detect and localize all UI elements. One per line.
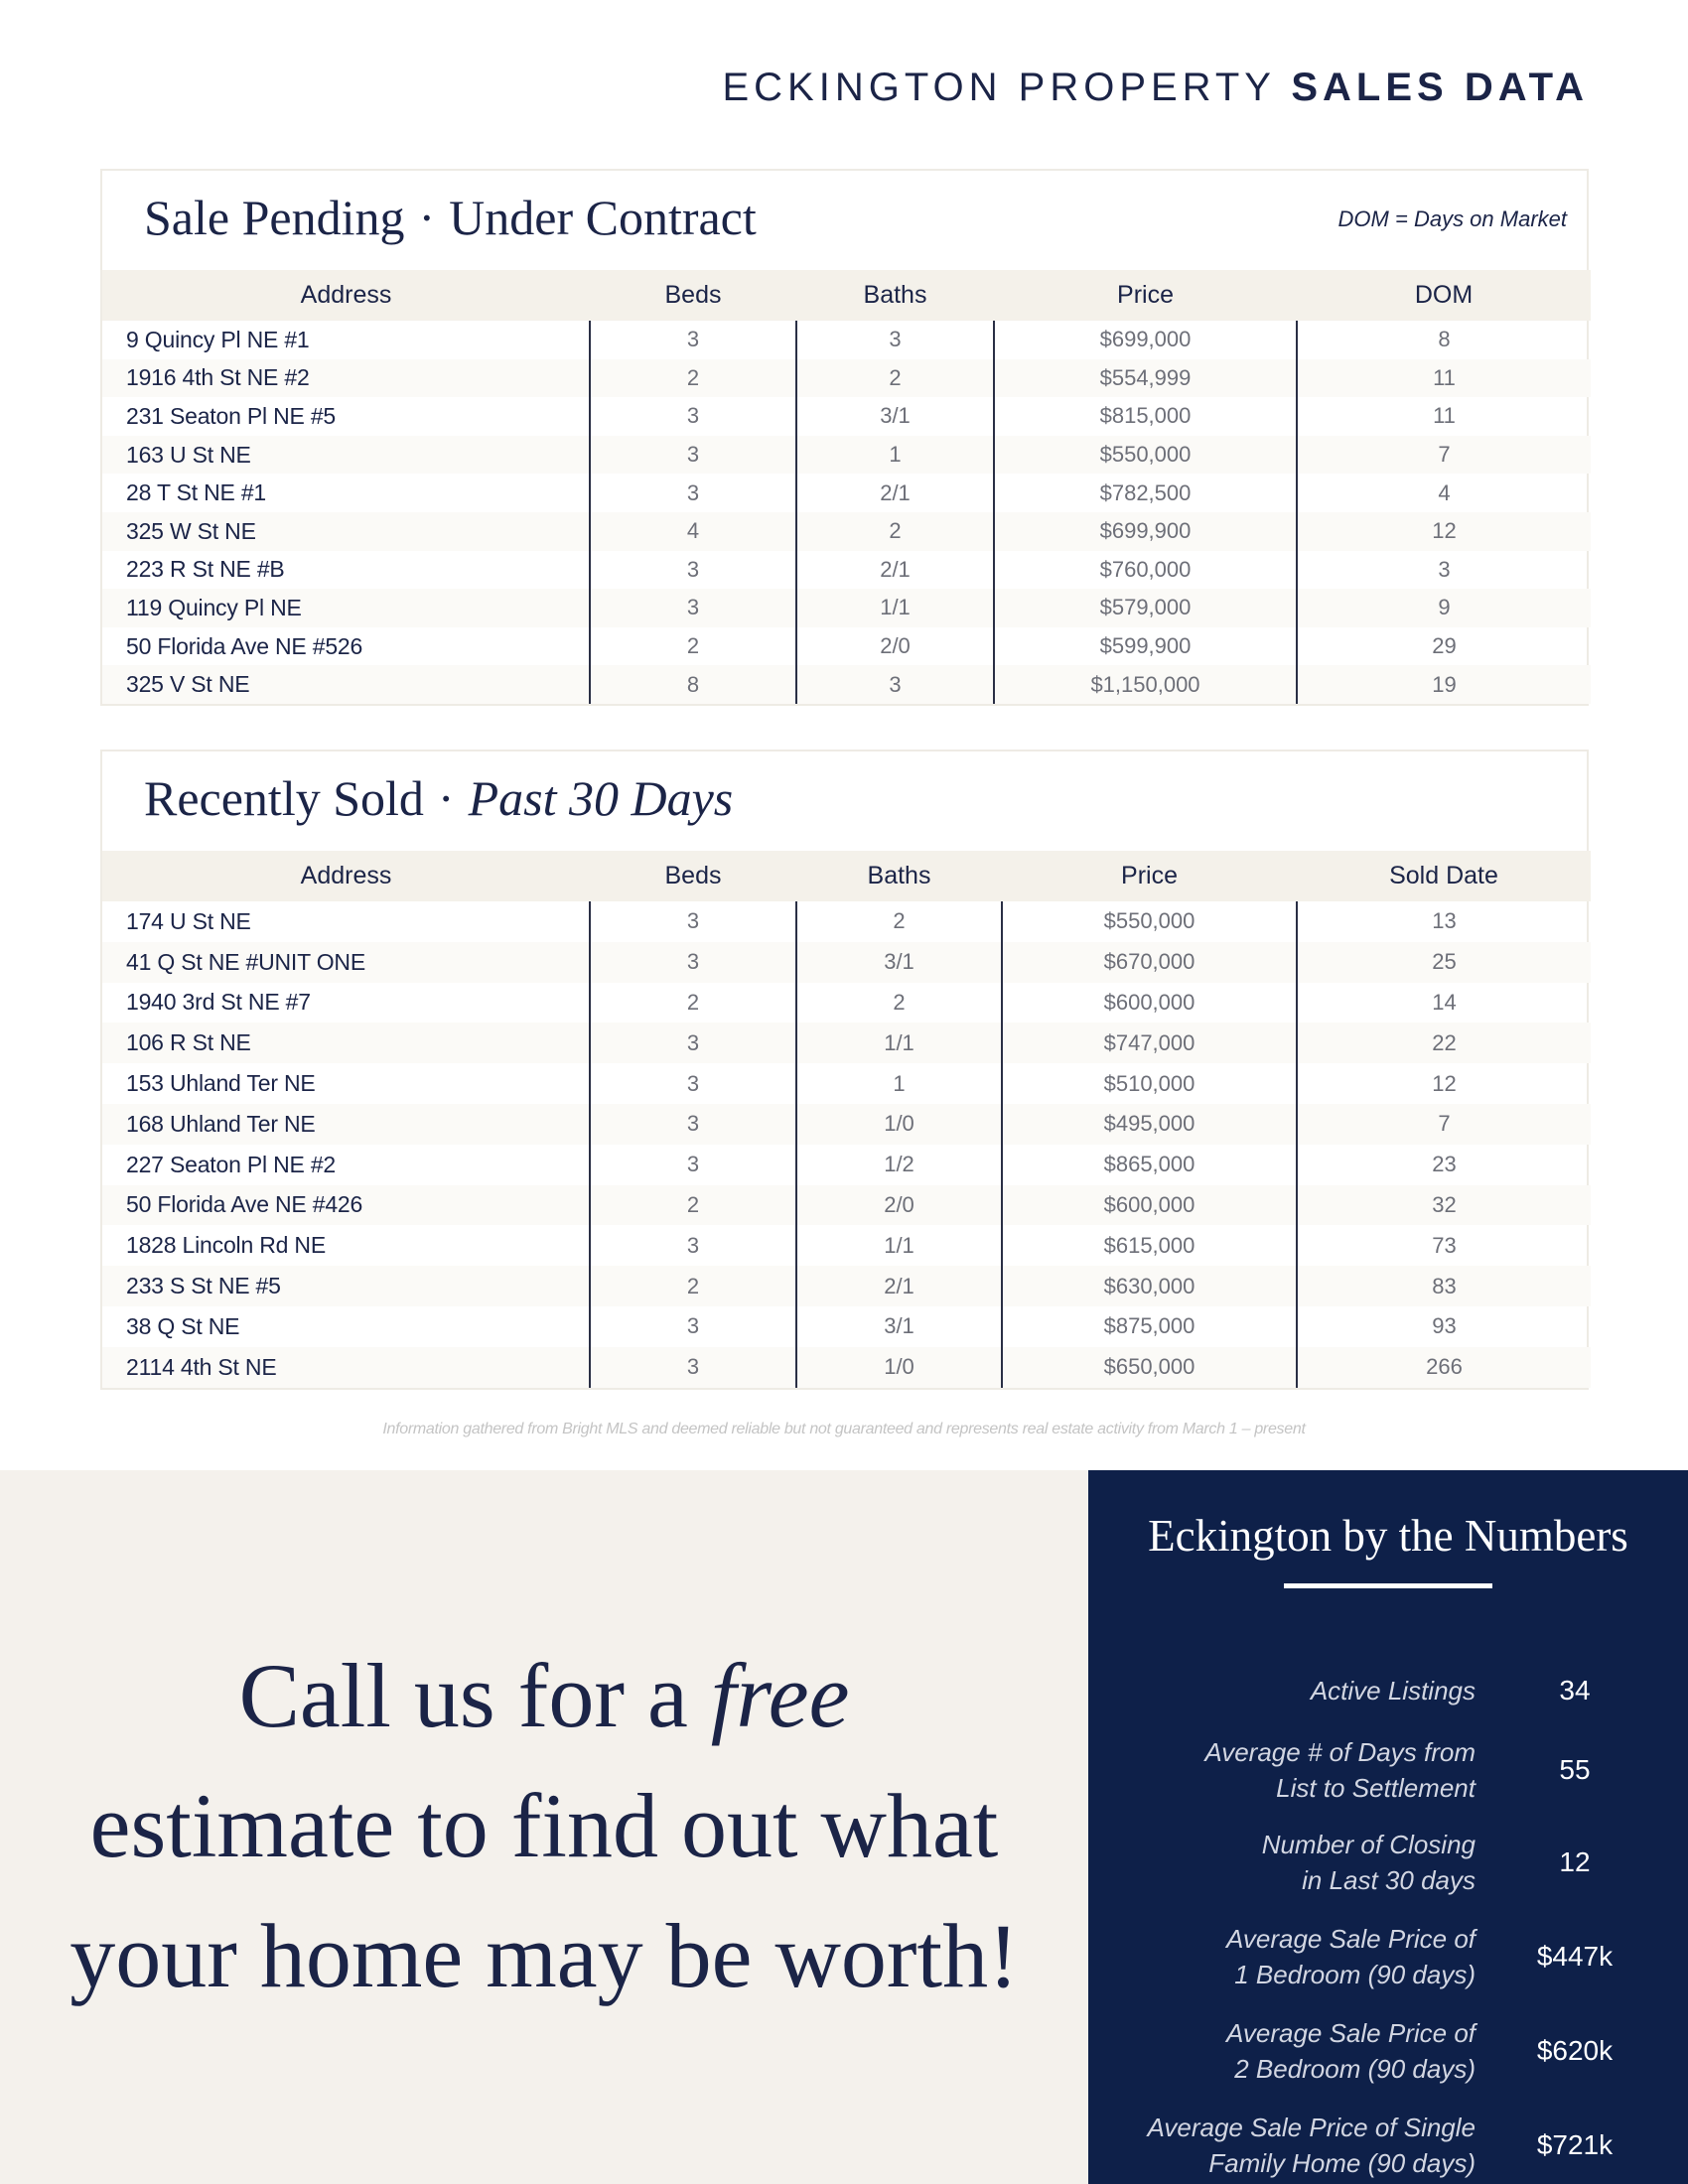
stat-row (1088, 2106, 1688, 2184)
stat-label: Number of Closing in Last 30 days (1261, 1830, 1476, 1895)
cell-address: 163 U St NE (102, 436, 590, 475)
cell-last: 23 (1297, 1145, 1591, 1185)
cta-line-1 (0, 1631, 1088, 1761)
cta-line-1-a: Call us for a (238, 1645, 711, 1746)
dom-note: DOM = Days on Market (1337, 206, 1567, 231)
cell-baths: 2/0 (796, 627, 994, 666)
column-header-last: Sold Date (1389, 862, 1498, 889)
table-row (102, 551, 1591, 590)
table-row (102, 359, 1591, 398)
cell-price: $550,000 (1002, 901, 1297, 942)
cell-last: 3 (1297, 551, 1591, 590)
cell-price: $600,000 (1002, 1185, 1297, 1226)
cell-baths: 2 (796, 983, 1002, 1024)
cell-address: 325 W St NE (102, 512, 590, 551)
cell-price: $815,000 (994, 397, 1297, 436)
cell-price: $875,000 (1002, 1306, 1297, 1347)
cell-address: 119 Quincy Pl NE (102, 589, 590, 627)
cell-beds: 3 (590, 474, 796, 512)
cell-address: 168 Uhland Ter NE (102, 1104, 590, 1145)
cell-beds: 3 (590, 1063, 796, 1104)
cell-price: $495,000 (1002, 1104, 1297, 1145)
table-row (102, 589, 1591, 627)
table-row (102, 1023, 1591, 1063)
sold-title (144, 769, 733, 827)
pending-title-row (102, 171, 1587, 270)
cell-address: 233 S St NE #5 (102, 1266, 590, 1306)
cell-address: 50 Florida Ave NE #426 (102, 1185, 590, 1226)
stat-row (1088, 1651, 1688, 1730)
cell-last: 7 (1297, 1104, 1591, 1145)
table-row (102, 1185, 1591, 1226)
cell-beds: 3 (590, 589, 796, 627)
pending-card (100, 169, 1589, 706)
cell-last: 11 (1297, 397, 1591, 436)
pending-table (102, 270, 1591, 704)
cell-beds: 3 (590, 1104, 796, 1145)
cell-beds: 2 (590, 1185, 796, 1226)
pending-title (144, 189, 757, 246)
table-row (102, 474, 1591, 512)
table-row (102, 436, 1591, 475)
column-header-address: Address (300, 281, 392, 309)
cell-price: $747,000 (1002, 1023, 1297, 1063)
cell-baths: 1 (796, 1063, 1002, 1104)
cell-price: $550,000 (994, 436, 1297, 475)
stat-label: Average Sale Price of 2 Bedroom (90 days) (1226, 2018, 1476, 2084)
cell-last: 25 (1297, 942, 1591, 983)
cell-beds: 2 (590, 359, 796, 398)
cell-baths: 3 (796, 321, 994, 359)
pending-title-separator: · (418, 190, 436, 245)
stat-row (1088, 1917, 1688, 1996)
sold-title-main: Recently Sold (144, 770, 424, 826)
cell-address: 223 R St NE #B (126, 556, 285, 583)
table-row (102, 983, 1591, 1024)
table-row (102, 1225, 1591, 1266)
column-header-address: Address (300, 862, 392, 889)
cell-last: 4 (1297, 474, 1591, 512)
cell-baths: 1/0 (796, 1347, 1002, 1388)
table-row (102, 1347, 1591, 1388)
column-header-price: Price (1117, 281, 1174, 309)
cell-baths: 1/1 (796, 1023, 1002, 1063)
cell-price: $760,000 (994, 551, 1297, 590)
cell-last: 12 (1297, 1063, 1591, 1104)
cell-beds: 3 (590, 436, 796, 475)
cell-price: $615,000 (1002, 1225, 1297, 1266)
cell-address: 153 Uhland Ter NE (126, 1070, 316, 1097)
page-header-light: ECKINGTON PROPERTY (722, 66, 1276, 109)
table-row (102, 1266, 1591, 1306)
cell-baths: 2/1 (796, 474, 994, 512)
stat-label: Average Sale Price of Single Family Home (90 days) (1147, 2113, 1476, 2178)
cell-last: 13 (1297, 901, 1591, 942)
table-row (102, 1104, 1591, 1145)
table-row (102, 1063, 1591, 1104)
cell-last: 12 (1297, 512, 1591, 551)
cell-price: $630,000 (1002, 1266, 1297, 1306)
cell-address: 1828 Lincoln Rd NE (126, 1232, 326, 1259)
cell-price: $782,500 (994, 474, 1297, 512)
cell-address: 2114 4th St NE (102, 1347, 590, 1388)
cell-address: 9 Quincy Pl NE #1 (126, 326, 310, 352)
stat-value: 12 (1559, 1846, 1591, 1877)
cell-address: 174 U St NE (126, 907, 251, 934)
cell-last: 19 (1297, 665, 1591, 704)
pending-title-sub: Under Contract (449, 190, 757, 245)
cell-price: $650,000 (1002, 1347, 1297, 1388)
cell-baths: 1/0 (796, 1104, 1002, 1145)
cell-baths: 2/0 (796, 1185, 1002, 1226)
cell-address: 41 Q St NE #UNIT ONE (102, 942, 590, 983)
sold-card (100, 750, 1589, 1390)
cell-last: 22 (1297, 1023, 1591, 1063)
cell-beds: 4 (590, 512, 796, 551)
cell-last: 9 (1297, 589, 1591, 627)
cell-baths: 2/1 (796, 551, 994, 590)
pending-title-main: Sale Pending (144, 190, 405, 245)
cell-address: 38 Q St NE (126, 1312, 240, 1339)
cell-baths: 1/2 (796, 1145, 1002, 1185)
cell-baths: 2/1 (796, 1266, 1002, 1306)
cell-baths: 2 (796, 901, 1002, 942)
stat-value: 55 (1559, 1754, 1591, 1785)
cell-beds: 3 (590, 397, 796, 436)
stats-divider (1284, 1583, 1492, 1588)
cell-price: $670,000 (1002, 942, 1297, 983)
cell-price: $1,150,000 (994, 665, 1297, 704)
cell-price: $510,000 (1002, 1063, 1297, 1104)
sold-title-sub: Past 30 Days (468, 770, 734, 826)
cta-panel (0, 1470, 1088, 2184)
table-row (102, 397, 1591, 436)
column-header-baths: Baths (867, 862, 931, 889)
stat-row (1088, 2011, 1688, 2091)
cell-baths: 1/1 (796, 589, 994, 627)
table-row (102, 512, 1591, 551)
column-header-beds: Beds (664, 862, 722, 889)
cell-beds: 3 (590, 1347, 796, 1388)
cell-price: $554,999 (994, 359, 1297, 398)
cell-last: 73 (1297, 1225, 1591, 1266)
table-row (102, 901, 1591, 942)
stat-row (1088, 1823, 1688, 1902)
cell-last: 93 (1297, 1306, 1591, 1347)
cell-price: $579,000 (994, 589, 1297, 627)
stat-value: $447k (1536, 1941, 1614, 1972)
cell-address: 1940 3rd St NE #7 (126, 989, 311, 1016)
cta-line-2: estimate to find out what (89, 1775, 999, 1876)
cell-baths: 3/1 (796, 942, 1002, 983)
cta-line-3: your home may be worth! (70, 1905, 1019, 2006)
cell-beds: 3 (590, 1225, 796, 1266)
cell-beds: 3 (590, 1306, 796, 1347)
stat-label: Average Sale Price of 1 Bedroom (90 days) (1226, 1924, 1476, 1989)
cell-baths: 2 (796, 512, 994, 551)
table-row (102, 665, 1591, 704)
page-header-bold: SALES DATA (1291, 66, 1589, 109)
cell-price: $699,900 (994, 512, 1297, 551)
table-row (102, 1145, 1591, 1185)
cell-address: 1916 4th St NE #2 (102, 359, 590, 398)
cell-last: 14 (1297, 983, 1591, 1024)
cell-beds: 3 (590, 942, 796, 983)
cell-beds: 2 (590, 627, 796, 666)
stats-panel (1088, 1470, 1688, 2184)
cell-address: 50 Florida Ave NE #526 (126, 632, 363, 659)
cell-beds: 3 (590, 901, 796, 942)
cell-beds: 2 (590, 983, 796, 1024)
pending-header-row (102, 270, 1591, 321)
cell-baths: 2 (796, 359, 994, 398)
sold-title-row (102, 751, 1587, 851)
stat-label: Average # of Days from List to Settlement (1204, 1737, 1476, 1803)
cell-beds: 2 (590, 1266, 796, 1306)
stat-label: Active Listings (1310, 1676, 1476, 1706)
cell-baths: 3/1 (796, 1306, 1002, 1347)
cell-last: 29 (1297, 627, 1591, 666)
cta-free: free (710, 1645, 850, 1746)
disclaimer: Information gathered from Bright MLS and deemed reliable but not guaranteed and represents real estate activity from March 1 – present (382, 1421, 1306, 1437)
table-row (102, 1306, 1591, 1347)
sold-header-row (102, 851, 1591, 901)
cell-last: 32 (1297, 1185, 1591, 1226)
stat-row (1088, 1730, 1688, 1810)
cell-address: 325 V St NE (102, 665, 590, 704)
cell-price: $599,900 (994, 627, 1297, 666)
table-row (102, 627, 1591, 666)
column-header-baths: Baths (863, 281, 927, 309)
cell-baths: 1 (796, 436, 994, 475)
stat-value: $721k (1536, 2129, 1614, 2160)
cell-last: 7 (1297, 436, 1591, 475)
cell-beds: 3 (590, 1023, 796, 1063)
cell-address: 231 Seaton Pl NE #5 (126, 402, 337, 429)
sold-title-separator: · (437, 770, 455, 826)
cell-baths: 3/1 (796, 397, 994, 436)
cell-address: 227 Seaton Pl NE #2 (126, 1151, 337, 1177)
cell-beds: 3 (590, 321, 796, 359)
stats-title: Eckington by the Numbers (1148, 1511, 1628, 1561)
cell-baths: 1/1 (796, 1225, 1002, 1266)
stat-value: $620k (1536, 2035, 1614, 2066)
column-header-last: DOM (1414, 281, 1474, 309)
cell-beds: 3 (590, 551, 796, 590)
cell-last: 266 (1297, 1347, 1591, 1388)
cell-price: $865,000 (1002, 1145, 1297, 1185)
cell-price: $600,000 (1002, 983, 1297, 1024)
cell-baths: 3 (796, 665, 994, 704)
cell-address: 28 T St NE #1 (126, 479, 267, 506)
column-header-price: Price (1121, 862, 1178, 889)
cell-last: 8 (1297, 321, 1591, 359)
stat-value: 34 (1559, 1675, 1591, 1706)
cell-last: 83 (1297, 1266, 1591, 1306)
cta-text (0, 1631, 1088, 2021)
page-header (722, 66, 1589, 110)
cell-price: $699,000 (994, 321, 1297, 359)
table-row (102, 942, 1591, 983)
cell-last: 11 (1297, 359, 1591, 398)
cell-beds: 3 (590, 1145, 796, 1185)
cell-address: 106 R St NE (102, 1023, 590, 1063)
table-row (102, 321, 1591, 359)
column-header-beds: Beds (664, 281, 722, 309)
cell-beds: 8 (590, 665, 796, 704)
sold-table (102, 851, 1591, 1388)
